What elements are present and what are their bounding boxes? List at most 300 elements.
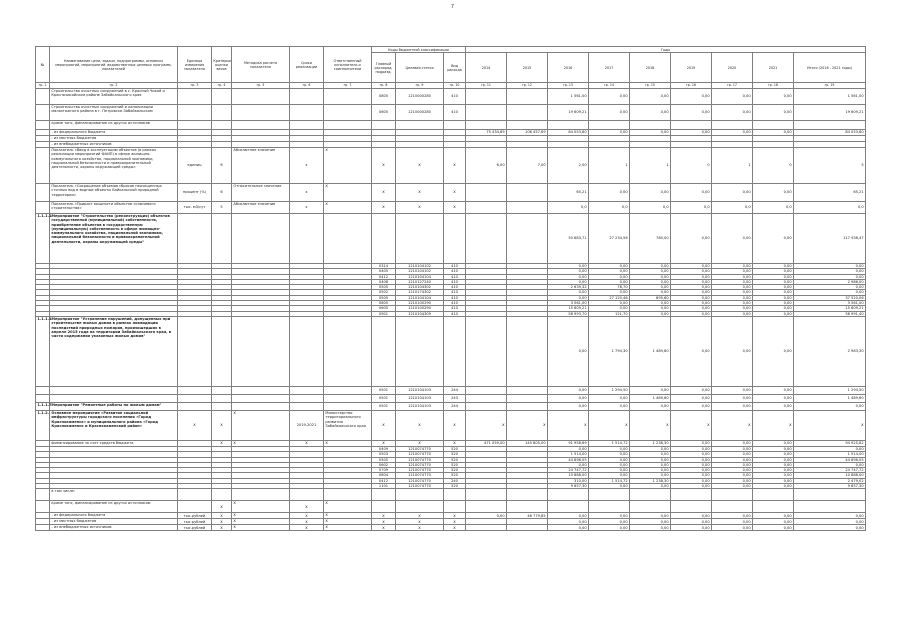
table-cell: 0,00: [671, 473, 712, 478]
table-cell: 0,00: [753, 440, 794, 446]
table-cell: 1210174302: [396, 290, 444, 295]
table-cell: 2,00: [548, 148, 589, 184]
table-cell: [507, 316, 548, 386]
table-cell: Х: [232, 440, 290, 446]
table-cell: [507, 121, 548, 130]
table-cell: [548, 121, 589, 130]
table-cell: 0,00: [630, 274, 671, 279]
table-cell: 0,00: [630, 264, 671, 269]
column-number-cell: гр. 7: [324, 83, 372, 89]
table-cell: 520: [444, 446, 466, 451]
table-cell: [290, 489, 324, 501]
table-cell: [50, 386, 178, 394]
table-cell: 0,00: [712, 279, 753, 284]
table-cell: 0,00: [753, 214, 794, 264]
table-cell: 0,00: [589, 301, 630, 306]
table-cell: Х: [290, 440, 324, 446]
table-cell: 0,00: [712, 306, 753, 311]
table-cell: 0,00: [589, 290, 630, 295]
table-row: [36, 121, 866, 130]
table-cell: 0,00: [671, 105, 712, 121]
table-cell: 27 120,46: [589, 295, 630, 300]
table-cell: 0804: [372, 473, 396, 478]
table-cell: Х: [232, 525, 290, 531]
table-cell: [630, 489, 671, 501]
table-cell: Показатель «Прирост мощности объектов «ключевого строительства»: [50, 202, 178, 214]
table-cell: - из местных бюджетов: [50, 136, 178, 142]
table-cell: 0,00: [589, 446, 630, 451]
table-cell: 0,00: [589, 525, 630, 531]
table-cell: Х: [630, 410, 671, 440]
table-cell: в том числе:: [50, 489, 178, 501]
table-cell: [712, 121, 753, 130]
table-cell: 106 457,69: [507, 130, 548, 136]
table-cell: 0,00: [712, 214, 753, 264]
table-cell: Х: [444, 184, 466, 202]
table-row: [36, 410, 866, 440]
table-cell: 410: [444, 311, 466, 316]
table-cell: 0,00: [712, 457, 753, 462]
table-cell: 65,21: [794, 184, 866, 202]
table-cell: 0,00: [712, 295, 753, 300]
table-row: [36, 394, 866, 402]
header-year-2016: 2016: [548, 53, 589, 83]
table-cell: 0,00: [753, 285, 794, 290]
column-number-cell: гр. 6: [290, 83, 324, 89]
table-cell: [212, 121, 232, 130]
table-cell: [290, 214, 324, 264]
table-cell: Х: [444, 440, 466, 446]
table-cell: 520: [444, 462, 466, 467]
table-cell: [36, 184, 50, 202]
table-cell: Х: [372, 519, 396, 525]
table-cell: [466, 316, 507, 386]
table-cell: [372, 214, 396, 264]
table-cell: Показатель «Сокращение объемов сбросов неочищенных сточных вод в водные объекты Байкальской природной территории»: [50, 184, 178, 202]
table-cell: 0,00: [671, 214, 712, 264]
table-cell: [178, 402, 212, 410]
table-cell: 0,00: [630, 290, 671, 295]
table-cell: 0501: [372, 402, 396, 410]
header-method: Методика расчета показателя: [232, 47, 290, 83]
column-number-cell: гр. 8: [372, 83, 396, 89]
table-cell: 3 561,00: [548, 301, 589, 306]
header-grbs: Главный распоряд. подразд.: [372, 53, 396, 83]
column-number-cell: гр. 10: [444, 83, 466, 89]
table-cell: 1210074770: [396, 473, 444, 478]
table-cell: 1.1.2.: [36, 410, 50, 440]
table-cell: 0,00: [712, 89, 753, 105]
table-cell: 0,00: [671, 452, 712, 457]
table-cell: 0,00: [630, 105, 671, 121]
table-cell: [396, 316, 444, 386]
table-cell: 0,00: [548, 525, 589, 531]
table-cell: 0,00: [671, 279, 712, 284]
table-cell: [507, 105, 548, 121]
table-cell: 1210074770: [396, 478, 444, 483]
table-cell: Х: [507, 410, 548, 440]
table-cell: тыс.рублей: [178, 525, 212, 531]
table-cell: [178, 121, 212, 130]
table-cell: 15 609,21: [794, 306, 866, 311]
table-cell: 0501: [372, 394, 396, 402]
table-cell: 1210104103: [396, 402, 444, 410]
table-cell: [50, 394, 178, 402]
table-cell: 1210104102: [396, 264, 444, 269]
table-cell: 410: [444, 290, 466, 295]
table-cell: - из федерального бюджета: [50, 513, 178, 519]
table-cell: 84 053,80: [794, 130, 866, 136]
table-cell: 0,0: [630, 202, 671, 214]
table-cell: 0,00: [671, 295, 712, 300]
table-cell: 0,00: [671, 462, 712, 467]
table-cell: 0,00: [753, 269, 794, 274]
table-cell: 0,00: [630, 184, 671, 202]
table-cell: [444, 489, 466, 501]
table-cell: 117 938,47: [794, 214, 866, 264]
table-cell: [507, 489, 548, 501]
table-cell: кроме того, финансирование из других источников: [50, 121, 178, 130]
table-cell: 50 683,71: [548, 214, 589, 264]
table-cell: 2 479,02: [794, 478, 866, 483]
table-cell: [36, 525, 50, 531]
table-cell: 10 888,00: [548, 473, 589, 478]
table-cell: [507, 402, 548, 410]
table-cell: 0,00: [630, 457, 671, 462]
table-cell: Х: [232, 501, 290, 513]
table-cell: 0,00: [671, 457, 712, 462]
table-cell: 0,00: [671, 269, 712, 274]
table-cell: 0,00: [671, 285, 712, 290]
table-cell: 2 986,00: [794, 279, 866, 284]
table-cell: 0,00: [753, 394, 794, 402]
column-number-cell: гр. 12: [507, 83, 548, 89]
table-cell: 0,00: [671, 316, 712, 386]
table-cell: Х: [444, 513, 466, 519]
table-cell: Х: [372, 410, 396, 440]
table-cell: 0,0: [753, 202, 794, 214]
table-cell: 1210000280: [396, 105, 444, 121]
table-cell: [466, 386, 507, 394]
table-cell: 1 294,50: [589, 386, 630, 394]
table-cell: 0605: [372, 306, 396, 311]
table-cell: [324, 489, 372, 501]
column-number-cell: гр. 5: [232, 83, 290, 89]
table-cell: Мероприятие "Строительство (реконструкция) объектов государственной (муниципальной) собственности, приобретение объектов в государственную (муниципальную) собственность в сфере жилищно-коммунального хозяйства, национальной экономики, национальной безопасности и правоохранительной деятельности, охраны окружающей среды": [50, 214, 178, 264]
table-cell: Х: [753, 410, 794, 440]
table-cell: 24 747,72: [794, 468, 866, 473]
column-number-cell: гр. 13: [548, 83, 589, 89]
table-cell: 471 059,00: [466, 440, 507, 446]
table-cell: [212, 214, 232, 264]
table-cell: [178, 394, 212, 402]
table-cell: [36, 489, 50, 501]
column-number-cell: гр. 15: [630, 83, 671, 89]
table-cell: 0,00: [548, 394, 589, 402]
table-cell: 58 991,40: [794, 311, 866, 316]
table-cell: Х: [396, 525, 444, 531]
table-cell: Х: [372, 184, 396, 202]
table-cell: [178, 501, 212, 513]
table-body: [36, 47, 866, 531]
table-cell: 0,00: [753, 457, 794, 462]
column-number-cell: гр. 1: [36, 83, 50, 89]
table-cell: 0,00: [712, 478, 753, 483]
table-cell: [630, 121, 671, 130]
table-cell: 0,00: [753, 452, 794, 457]
table-cell: [324, 316, 372, 386]
table-cell: Х: [212, 513, 232, 519]
table-cell: 58 993,70: [548, 311, 589, 316]
table-cell: тыс. м3/сут: [178, 202, 212, 214]
table-cell: Х: [396, 148, 444, 184]
table-cell: [466, 202, 507, 214]
table-cell: 0,00: [794, 290, 866, 295]
table-cell: 0,00: [712, 386, 753, 394]
table-cell: Х: [324, 513, 372, 519]
table-cell: 0505: [372, 457, 396, 462]
column-number-cell: гр. 4: [212, 83, 232, 89]
table-cell: 75 434,89: [466, 130, 507, 136]
table-cell: [324, 121, 372, 130]
table-cell: Х: [324, 525, 372, 531]
page-number: 7: [450, 4, 455, 10]
table-cell: 0,00: [712, 440, 753, 446]
table-cell: 0,00: [589, 462, 630, 467]
table-cell: [178, 386, 212, 394]
table-cell: Х: [444, 525, 466, 531]
column-number-cell: гр. 18: [753, 83, 794, 89]
table-cell: [324, 89, 372, 105]
table-cell: 1 514,72: [589, 440, 630, 446]
table-cell: 0901: [372, 311, 396, 316]
table-cell: [372, 489, 396, 501]
table-cell: 0,00: [794, 285, 866, 290]
table-cell: 0,0: [712, 202, 753, 214]
table-cell: 0605: [372, 301, 396, 306]
table-cell: Х: [232, 519, 290, 525]
table-cell: 145 805,00: [507, 440, 548, 446]
table-cell: [212, 394, 232, 402]
table-cell: [507, 501, 548, 513]
table-cell: [232, 121, 290, 130]
table-cell: [712, 501, 753, 513]
table-cell: [548, 489, 589, 501]
table-cell: Х: [466, 410, 507, 440]
table-cell: Х: [232, 410, 290, 440]
table-row: [36, 202, 866, 214]
header-num: №: [36, 47, 50, 83]
table-cell: 0,00: [753, 306, 794, 311]
table-cell: 0602: [372, 462, 396, 467]
table-cell: 0605: [372, 105, 396, 121]
table-cell: Х: [372, 513, 396, 519]
table-cell: 0,00: [712, 311, 753, 316]
table-cell: 1: [630, 148, 671, 184]
table-cell: 0,00: [548, 279, 589, 284]
table-cell: 44 896,05: [794, 457, 866, 462]
table-cell: 0,00: [630, 89, 671, 105]
table-cell: Министерство территориального развития Забайкальского края: [324, 410, 372, 440]
table-cell: 1 514,72: [589, 478, 630, 483]
table-cell: 0,00: [548, 316, 589, 386]
table-cell: 0,00: [712, 525, 753, 531]
table-cell: [36, 386, 50, 394]
table-cell: Х: [212, 525, 232, 531]
table-cell: [290, 121, 324, 130]
table-cell: [36, 202, 50, 214]
header-year-2021: 2021: [753, 53, 794, 83]
header-vr: Вид расхода: [444, 53, 466, 83]
table-cell: Абсолютное значение: [232, 202, 290, 214]
table-cell: Х: [372, 202, 396, 214]
table-row: [36, 214, 866, 264]
table-cell: [36, 89, 50, 105]
table-cell: 0,00: [630, 525, 671, 531]
table-cell: [794, 489, 866, 501]
table-cell: 0,00: [589, 468, 630, 473]
table-cell: х: [290, 202, 324, 214]
table-cell: 0,00: [671, 89, 712, 105]
table-cell: 1210074770: [396, 462, 444, 467]
table-cell: [324, 386, 372, 394]
table-cell: 0,00: [712, 274, 753, 279]
header-year-2020: 2020: [712, 53, 753, 83]
table-cell: 6: [212, 148, 232, 184]
table-cell: 0,00: [671, 274, 712, 279]
table-cell: Х: [324, 202, 372, 214]
table-cell: 410: [444, 274, 466, 279]
table-cell: [212, 105, 232, 121]
table-cell: кроме того, финансирование из других источников:: [50, 501, 178, 513]
table-cell: 0,00: [753, 402, 794, 410]
table-cell: 310,00: [548, 478, 589, 483]
table-cell: [232, 89, 290, 105]
table-cell: 0,00: [712, 519, 753, 525]
table-cell: [232, 105, 290, 121]
table-cell: 0,00: [589, 394, 630, 402]
table-cell: 0,00: [753, 525, 794, 531]
table-cell: 0,00: [753, 316, 794, 386]
table-cell: 520: [444, 452, 466, 457]
table-cell: 410: [444, 301, 466, 306]
table-cell: единиц: [178, 148, 212, 184]
table-cell: 24 747,72: [548, 468, 589, 473]
table-cell: Х: [396, 410, 444, 440]
table-cell: [178, 105, 212, 121]
table-cell: [36, 121, 50, 130]
column-number-cell: гр. 3: [178, 83, 212, 89]
table-cell: 0805: [372, 89, 396, 105]
header-criteria: Критерии оценки весов: [212, 47, 232, 83]
table-cell: 1.1.1.1.: [36, 214, 50, 264]
table-cell: Строительство очистных сооружений в с. Красный Чикой и Красночикойском районе Забайкальского края: [50, 89, 178, 105]
table-cell: 0: [753, 148, 794, 184]
table-cell: 0505: [372, 295, 396, 300]
table-cell: [507, 525, 548, 531]
table-cell: 520: [444, 473, 466, 478]
table-cell: Х: [324, 440, 372, 446]
table-cell: 0,00: [712, 446, 753, 451]
table-cell: 0,00: [794, 274, 866, 279]
table-cell: Х: [548, 410, 589, 440]
program-table: [35, 46, 866, 531]
column-number-cell: гр. 16: [671, 83, 712, 89]
table-cell: 0,00: [712, 468, 753, 473]
table-cell: Х: [396, 519, 444, 525]
table-cell: 0,00: [589, 306, 630, 311]
table-cell: 244: [444, 386, 466, 394]
table-cell: 0,00: [671, 290, 712, 295]
table-cell: [290, 394, 324, 402]
table-cell: 0,00: [794, 519, 866, 525]
table-cell: 0,00: [753, 484, 794, 489]
table-cell: Х: [290, 525, 324, 531]
table-cell: Х: [290, 513, 324, 519]
table-cell: [753, 501, 794, 513]
table-cell: Х: [212, 501, 232, 513]
table-cell: [178, 316, 212, 386]
table-cell: [372, 316, 396, 386]
table-cell: 1210074770: [396, 457, 444, 462]
table-cell: [212, 489, 232, 501]
table-cell: - из местных бюджетов: [50, 519, 178, 525]
column-number-cell: гр. 2: [50, 83, 178, 89]
table-cell: 0,00: [671, 519, 712, 525]
table-cell: 0502: [372, 290, 396, 295]
table-cell: Х: [671, 410, 712, 440]
table-cell: [290, 89, 324, 105]
table-cell: 0: [671, 148, 712, 184]
table-cell: 0,00: [630, 468, 671, 473]
table-row: [36, 402, 866, 410]
table-cell: 520: [444, 457, 466, 462]
table-cell: [372, 121, 396, 130]
table-cell: 0,00: [753, 301, 794, 306]
table-cell: [324, 394, 372, 402]
table-cell: 0,00: [671, 478, 712, 483]
table-cell: 0,00: [794, 513, 866, 519]
table-cell: 0408: [372, 279, 396, 284]
table-cell: [178, 89, 212, 105]
table-cell: 0,00: [671, 311, 712, 316]
table-cell: 1 489,60: [630, 394, 671, 402]
table-cell: 0,00: [753, 105, 794, 121]
table-cell: Х: [324, 148, 372, 184]
table-cell: 94 925,82: [794, 440, 866, 446]
table-cell: Х: [290, 519, 324, 525]
table-cell: [589, 121, 630, 130]
table-cell: 0,0: [671, 202, 712, 214]
table-cell: 1210074770: [396, 452, 444, 457]
table-cell: Х: [589, 410, 630, 440]
table-cell: [232, 394, 290, 402]
table-cell: 0,00: [671, 440, 712, 446]
header-years: Годы: [466, 47, 866, 53]
table-cell: 0,00: [753, 184, 794, 202]
header-year-2014: 2014: [466, 53, 507, 83]
table-cell: [507, 214, 548, 264]
table-cell: 0,00: [630, 285, 671, 290]
table-cell: [232, 214, 290, 264]
table-cell: [324, 105, 372, 121]
table-cell: 19 609,21: [548, 105, 589, 121]
table-cell: 0,00: [630, 386, 671, 394]
header-budget-class: Коды бюджетной классификации: [372, 47, 466, 53]
table-cell: 0,00: [548, 402, 589, 410]
table-cell: Абсолютное значение: [232, 148, 290, 184]
table-cell: 410: [444, 295, 466, 300]
